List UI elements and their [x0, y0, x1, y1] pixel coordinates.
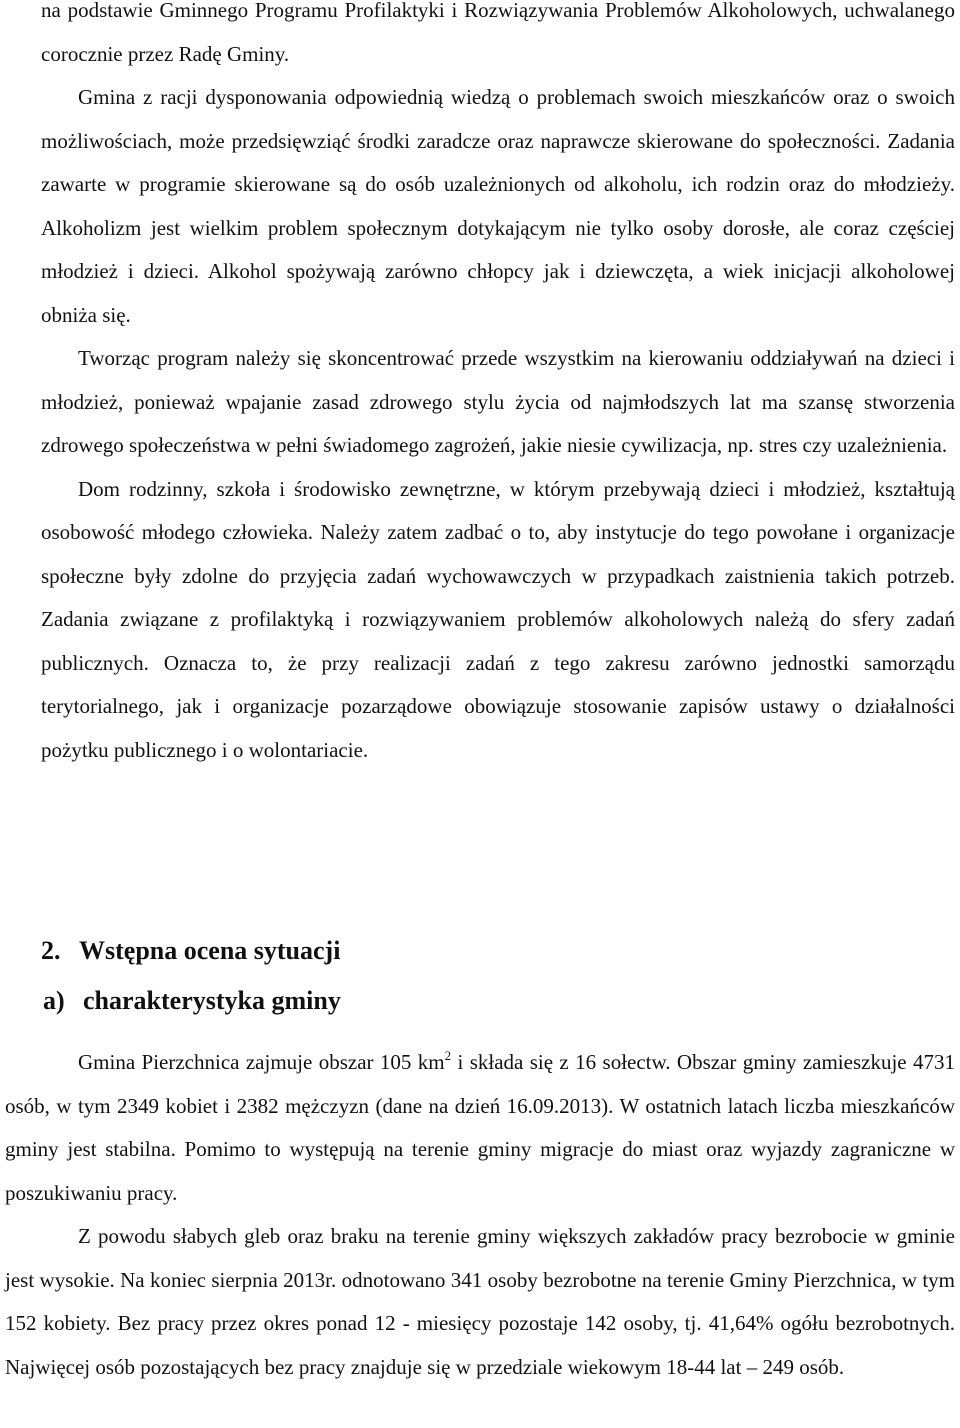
- paragraph-area-population: [5, 1041, 955, 1215]
- section-heading: [41, 936, 340, 966]
- area-text-start: Gmina Pierzchnica zajmuje obszar 105 km: [78, 1050, 445, 1074]
- paragraph-family-school: Dom rodzinny, szkoła i środowisko zewnętrzne, w którym przebywają dzieci i młodzież, kształtują osobowość młodego człowieka. Należy zatem zadbać o to, aby instytucje do tego powołane i organizacje społeczne były zdolne do przyjęcia zadań wychowawczych w przypadkach zaistnienia takich potrzeb. Zadania związane z profilaktyką i rozwiązywaniem problemów alkoholowych należą do sfery zadań publicznych. Oznacza to, że przy realizacji zadań z tego zakresu zarówno jednostki samorządu terytorialnego, jak i organizacje pozarządowe obowiązuje stosowanie zapisów ustawy o działalności pożytku publicznego i o wolontariacie.: [41, 476, 955, 762]
- area-unit-superscript: 2: [444, 1048, 452, 1063]
- section-title: Wstępna ocena sytuacji: [79, 936, 341, 965]
- intro-text-block: [41, 0, 955, 772]
- subsection-letter: a): [43, 986, 65, 1015]
- paragraph-program-focus: Tworząc program należy się skoncentrować przede wszystkim na kierowaniu oddziaływań na dzieci i młodzież, ponieważ wpajanie zasad zdrowego stylu życia od najmłodszych lat ma szansę stworzenia zdrowego społeczeństwa w pełni świadomego zagrożeń, jakie niesie cywilizacja, np. stres czy uzależnienia.: [41, 346, 955, 457]
- subsection-heading: [43, 986, 341, 1016]
- gmina-characteristics-block: [5, 1041, 955, 1389]
- paragraph-unemployment: Z powodu słabych gleb oraz braku na terenie gminy większych zakładów pracy bezrobocie w gminie jest wysokie. Na koniec sierpnia 2013r. odnotowano 341 osoby bezrobotne na terenie Gminy Pierzchnica, w tym 152 kobiety. Bez pracy przez okres ponad 12 - miesięcy pozostaje 142 osoby, tj. 41,64% ogółu bezrobotnych. Najwięcej osób pozostających bez pracy znajduje się w przedziale wiekowym 18-44 lat – 249 osób.: [5, 1224, 955, 1379]
- section-number: 2.: [41, 936, 61, 965]
- area-text-end: i składa się z 16 sołectw. Obszar gminy zamieszkuje 4731 osób, w tym 2349 kobiet i 2382 mężczyzn (dane na dzień 16.09.2013). W ostatnich latach liczba mieszkańców gminy jest stabilna. Pomimo to występują na terenie gminy migracje do miast oraz wyjazdy zagraniczne w poszukiwaniu pracy.: [5, 1050, 955, 1205]
- subsection-title: charakterystyka gminy: [83, 986, 341, 1015]
- paragraph-continuation: na podstawie Gminnego Programu Profilaktyki i Rozwiązywania Problemów Alkoholowych, uchwalanego corocznie przez Radę Gminy.: [41, 0, 955, 66]
- paragraph-gmina-capabilities: Gmina z racji dysponowania odpowiednią wiedzą o problemach swoich mieszkańców oraz o swoich możliwościach, może przedsięwziąć środki zaradcze oraz naprawcze skierowane do społeczności. Zadania zawarte w programie skierowane są do osób uzależnionych od alkoholu, ich rodzin oraz do młodzieży. Alkoholizm jest wielkim problem społecznym dotykającym nie tylko osoby dorosłe, ale coraz częściej młodzież i dzieci. Alkohol spożywają zarówno chłopcy jak i dziewczęta, a wiek inicjacji alkoholowej obniża się.: [41, 85, 955, 327]
